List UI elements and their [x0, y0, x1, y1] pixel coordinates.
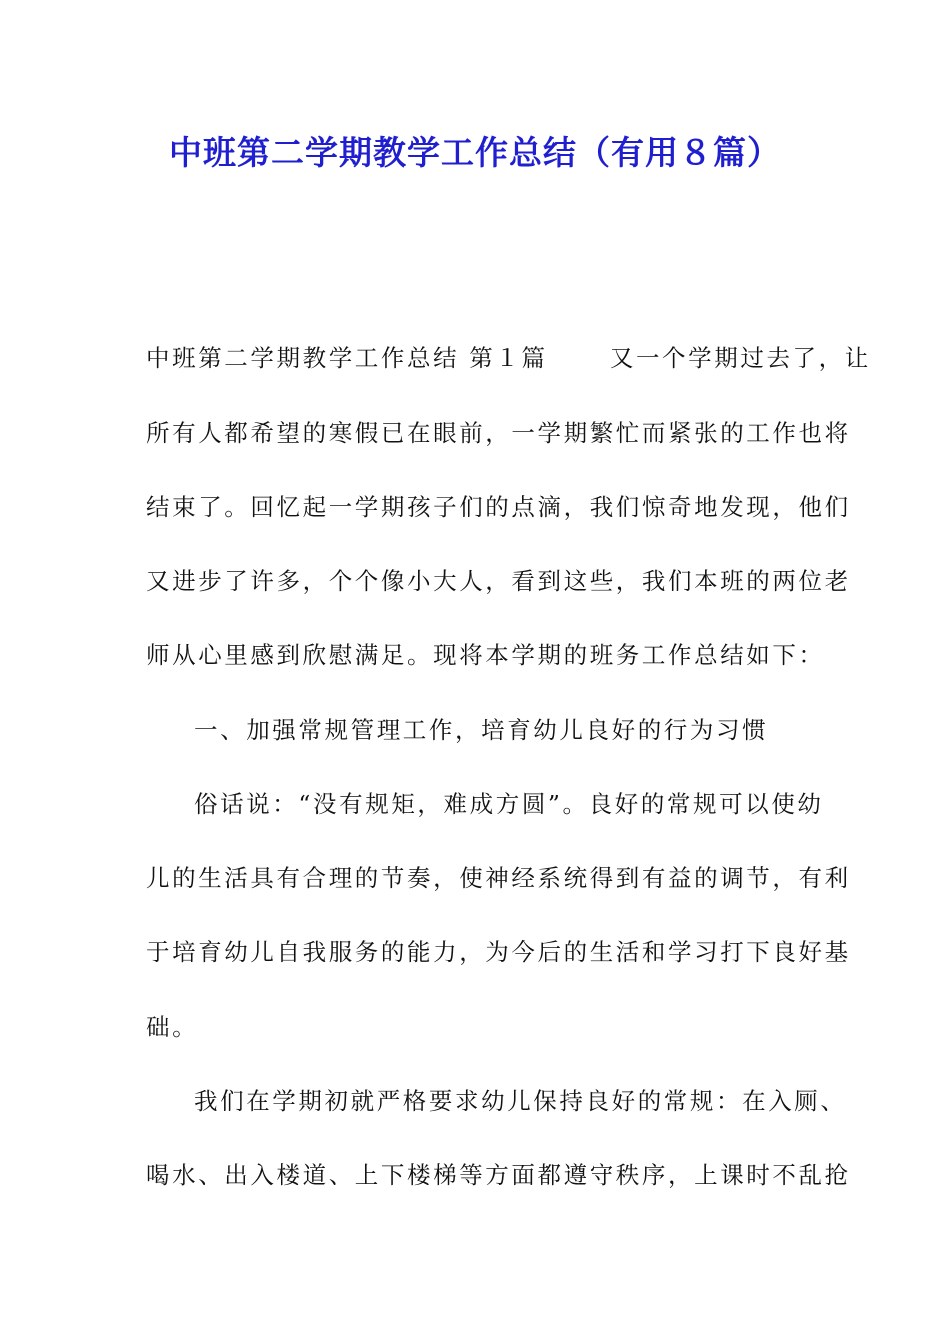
paragraph-line: 师从心里感到欣慰满足。现将本学期的班务工作总结如下：	[146, 641, 825, 669]
paragraph-line: 结束了。回忆起一学期孩子们的点滴，我们惊奇地发现，他们	[146, 493, 851, 521]
paragraph-line: 儿的生活具有合理的节奏，使神经系统得到有益的调节，有利	[146, 864, 851, 892]
paragraph-line: 又进步了许多，个个像小大人，看到这些，我们本班的两位老	[146, 567, 851, 595]
document-title: 中班第二学期教学工作总结（有用８篇）	[169, 133, 781, 172]
paragraph-line: 俗话说：“没有规矩，难成方圆”。良好的常规可以使幼	[194, 790, 824, 818]
paragraph-line: 我们在学期初就严格要求幼儿保持良好的常规：在入厕、	[194, 1087, 847, 1115]
paragraph-line: 于培育幼儿自我服务的能力，为今后的生活和学习打下良好基	[146, 938, 851, 966]
paragraph-line: 喝水、出入楼道、上下楼梯等方面都遵守秩序，上课时不乱抢	[146, 1161, 851, 1189]
section-heading: 一、加强常规管理工作，培育幼儿良好的行为习惯	[194, 716, 769, 744]
paragraph-line: 础。	[146, 1013, 199, 1041]
paragraph-line: 所有人都希望的寒假已在眼前，一学期繁忙而紧张的工作也将	[146, 419, 851, 447]
paragraph-line: 中班第二学期教学工作总结 第１篇 又一个学期过去了，让	[146, 344, 871, 372]
